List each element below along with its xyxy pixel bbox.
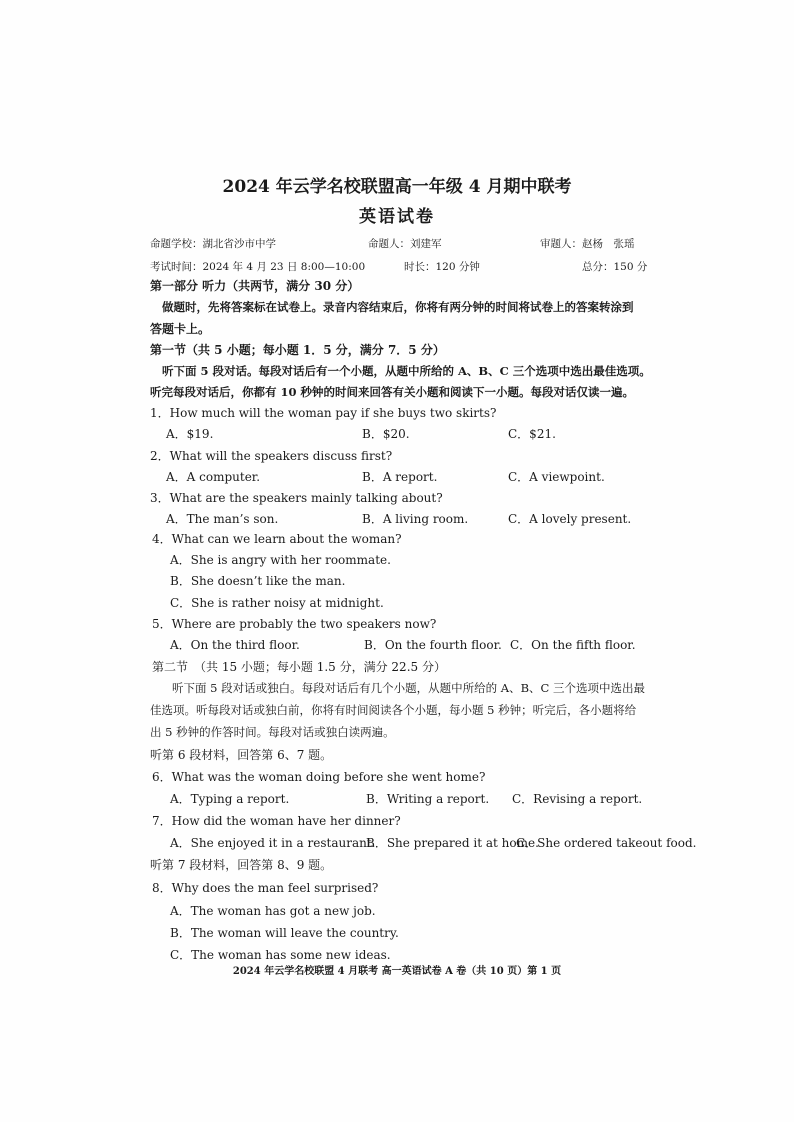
question-4-stem: 4．What can we learn about the woman?	[152, 532, 402, 546]
question-4-option-c: C．She is rather noisy at midnight.	[170, 596, 384, 610]
section2-heading: 第二节 （共 15 小题；每小题 1.5 分，满分 22.5 分）	[152, 660, 446, 674]
question-3-option-a: A．The man’s son.	[166, 512, 279, 526]
question-7-option-c: C．She ordered takeout food.	[516, 836, 697, 850]
question-5-option-c: C．On the fifth floor.	[510, 638, 636, 652]
question-6-stem: 6．What was the woman doing before she went home?	[152, 770, 486, 784]
question-3-option-c: C．A lovely present.	[508, 512, 632, 526]
question-8-option-b: B．The woman will leave the country.	[170, 926, 399, 940]
meta-duration: 时长：120 分钟	[404, 261, 480, 273]
question-5-option-a: A．On the third floor.	[170, 638, 300, 652]
question-7-stem: 7．How did the woman have her dinner?	[152, 814, 401, 828]
question-4-option-b: B．She doesn’t like the man.	[170, 574, 346, 588]
material-6-note: 听第 6 段材料，回答第 6、7 题。	[150, 748, 333, 762]
question-7-option-a: A．She enjoyed it in a restaurant.	[170, 836, 376, 850]
meta-author: 命题人：刘建军	[368, 238, 442, 250]
meta-school: 命题学校：湖北省沙市中学	[150, 238, 276, 250]
exam-title: 2024 年云学名校联盟高一年级 4 月期中联考	[222, 177, 572, 197]
question-1-stem: 1．How much will the woman pay if she buys two skirts?	[150, 406, 497, 420]
question-1-option-b: B．$20.	[362, 427, 410, 441]
question-8-option-c: C．The woman has some new ideas.	[170, 948, 391, 962]
question-6-option-b: B．Writing a report.	[366, 792, 490, 806]
section1-heading: 第一节（共 5 小题；每小题 1．5 分，满分 7．5 分）	[150, 343, 445, 357]
question-2-option-b: B．A report.	[362, 470, 438, 484]
part1-instruction-2: 答题卡上。	[150, 322, 211, 336]
section1-instruction-1: 听下面 5 段对话。每段对话后有一个小题，从题中所给的 A、B、C 三个选项中选出最佳选项。	[162, 364, 651, 378]
meta-reviewer: 审题人：赵杨 张瑶	[540, 238, 635, 250]
meta-total-score: 总分：150 分	[582, 261, 648, 273]
question-6-option-a: A．Typing a report.	[170, 792, 290, 806]
question-1-option-c: C．$21.	[508, 427, 556, 441]
question-8-stem: 8．Why does the man feel surprised?	[152, 881, 379, 895]
question-3-option-b: B．A living room.	[362, 512, 469, 526]
part1-instruction-1: 做题时，先将答案标在试卷上。录音内容结束后，你将有两分钟的时间将试卷上的答案转涂到	[162, 300, 634, 314]
part1-heading: 第一部分 听力（共两节，满分 30 分）	[150, 279, 360, 293]
question-4-option-a: A．She is angry with her roommate.	[170, 553, 391, 567]
section1-instruction-2: 听完每段对话后，你都有 10 秒钟的时间来回答有关小题和阅读下一小题。每段对话仅读一遍。	[150, 385, 635, 399]
section2-instruction-2: 佳选项。听每段对话或独白前，你将有时间阅读各个小题，每小题 5 秒钟；听完后，各小题将给	[150, 703, 637, 717]
question-1-option-a: A．$19.	[166, 427, 214, 441]
question-2-option-c: C．A viewpoint.	[508, 470, 605, 484]
question-8-option-a: A．The woman has got a new job.	[170, 904, 376, 918]
question-2-option-a: A．A computer.	[166, 470, 261, 484]
section2-instruction-3: 出 5 秒钟的作答时间。每段对话或独白读两遍。	[150, 725, 395, 739]
exam-subtitle: 英语试卷	[359, 207, 435, 227]
question-5-option-b: B．On the fourth floor.	[364, 638, 502, 652]
section2-instruction-1: 听下面 5 段对话或独白。每段对话后有几个小题，从题中所给的 A、B、C 三个选项中选出最	[172, 681, 645, 695]
question-5-stem: 5．Where are probably the two speakers now?	[152, 617, 437, 631]
material-7-note: 听第 7 段材料，回答第 8、9 题。	[150, 858, 333, 872]
question-3-stem: 3．What are the speakers mainly talking about?	[150, 491, 443, 505]
question-6-option-c: C．Revising a report.	[512, 792, 643, 806]
meta-exam-time: 考试时间：2024 年 4 月 23 日 8:00—10:00	[150, 261, 366, 273]
page-footer: 2024 年云学名校联盟 4 月联考 高一英语试卷 A 卷（共 10 页）第 1 页	[232, 966, 562, 977]
question-2-stem: 2．What will the speakers discuss first?	[150, 449, 393, 463]
question-7-option-b: B．She prepared it at home.	[366, 836, 539, 850]
